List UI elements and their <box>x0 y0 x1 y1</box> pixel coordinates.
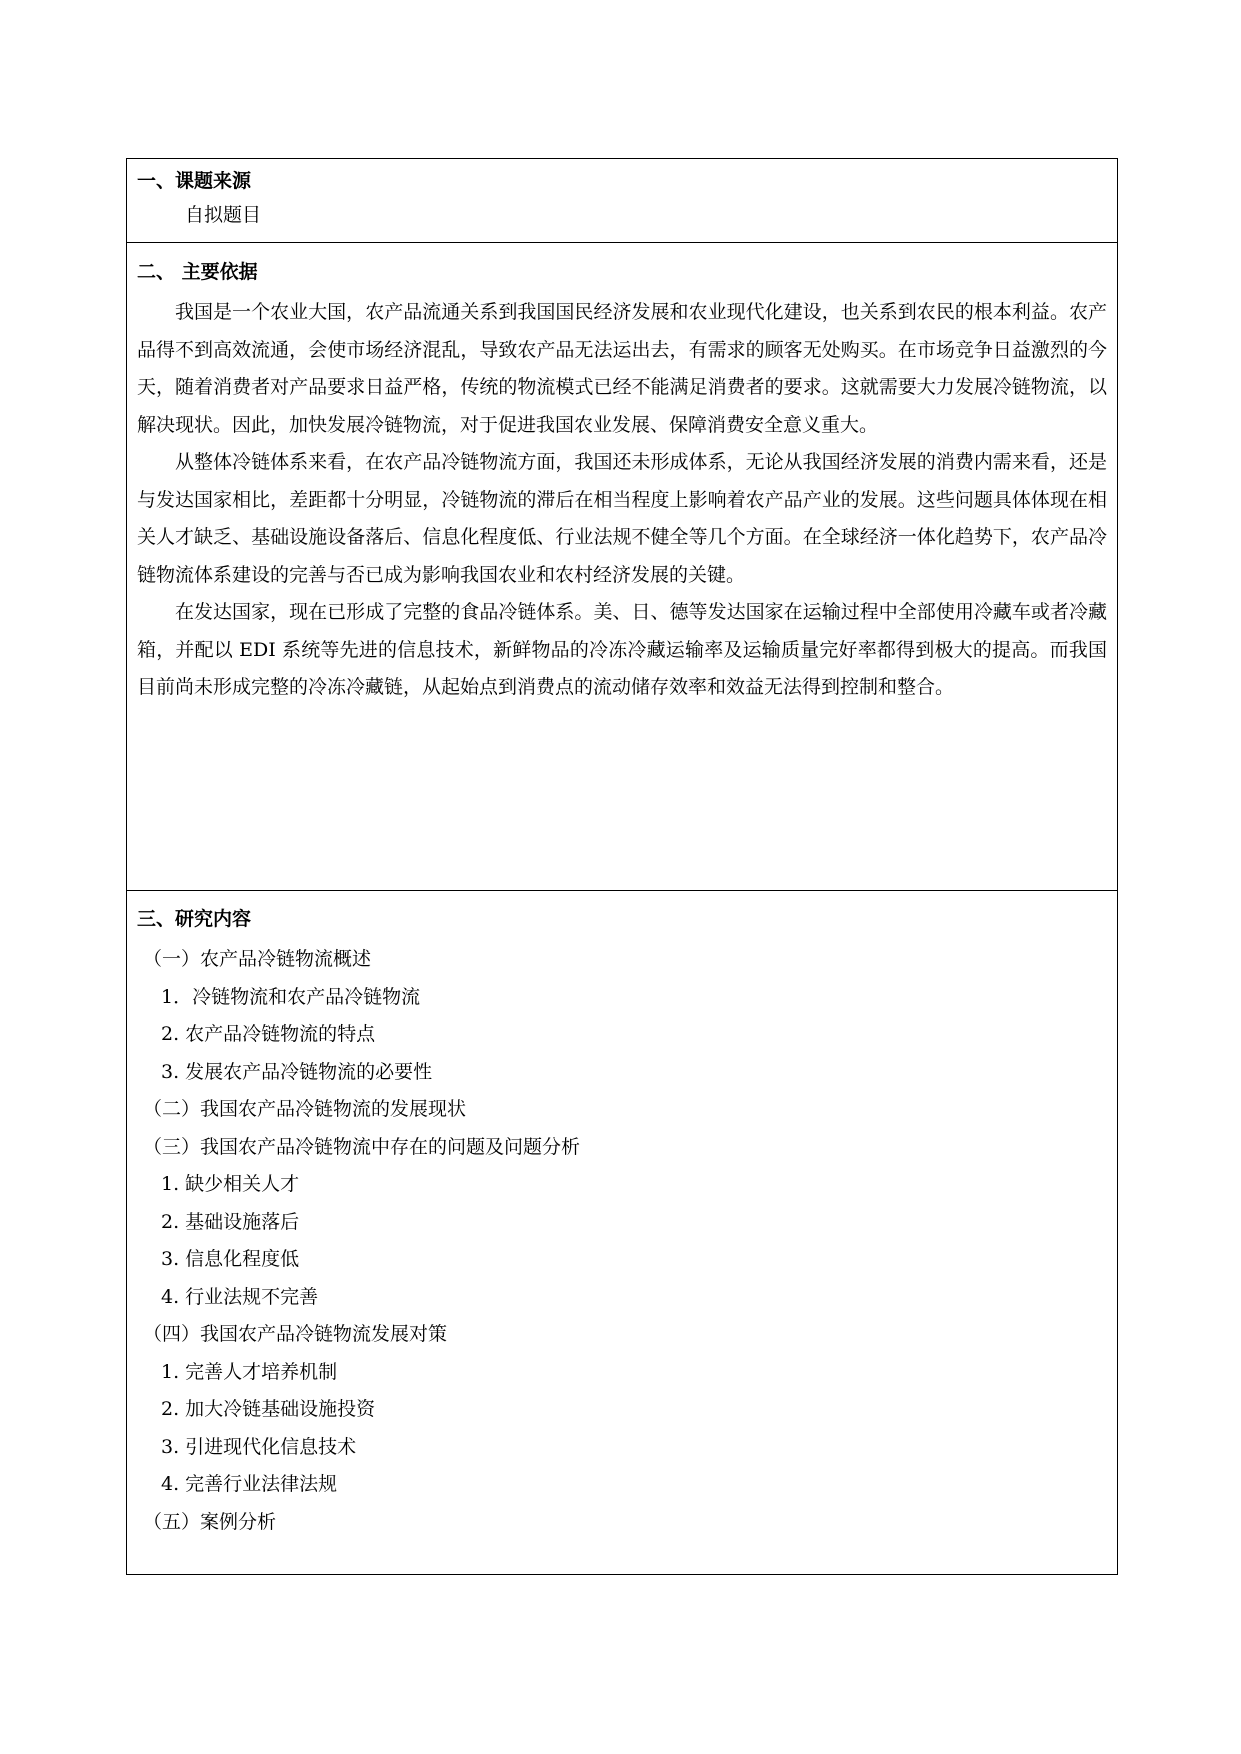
outline-subitem: 4. 完善行业法律法规 <box>161 1473 338 1495</box>
outline-chapter: （二）我国农产品冷链物流的发展现状 <box>143 1098 467 1120</box>
section-topic-source <box>127 159 1117 243</box>
section-heading: 三、研究内容 <box>137 908 252 930</box>
outline-subitem: 3. 引进现代化信息技术 <box>161 1435 357 1458</box>
outline-chapter: （四）我国农产品冷链物流发展对策 <box>143 1323 448 1345</box>
outline-subitem: 3. 信息化程度低 <box>161 1248 300 1270</box>
outline-subitem: 1. 缺少相关人才 <box>161 1173 300 1195</box>
section-heading: 二、 主要依据 <box>137 261 258 283</box>
research-outline <box>137 941 1107 1541</box>
outline-chapter: （五）案例分析 <box>143 1510 277 1533</box>
section-content: 自拟题目 <box>185 204 262 226</box>
outline-subitem: 1. 完善人才培养机制 <box>161 1360 338 1383</box>
outline-subitem: 2. 农产品冷链物流的特点 <box>161 1023 376 1045</box>
paragraph: 我国是一个农业大国，农产品流通关系到我国国民经济发展和农业现代化建设，也关系到农民的根本利益。农产品得不到高效流通，会使市场经济混乱，导致农产品无法运出去，有需求的顾客无处购买。在市场竞争日益激烈的今天，随着消费者对产品要求日益严格，传统的物流模式已经不能满足消费者的要求。这就需要大力发展冷链物流，以解决现状。因此，加快发展冷链物流，对于促进我国农业发展、保障消费安全意义重大。 <box>137 301 1107 436</box>
outline-subitem: 4. 行业法规不完善 <box>161 1285 319 1308</box>
outline-subitem: 2. 加大冷链基础设施投资 <box>161 1398 376 1420</box>
paragraph: 在发达国家，现在已形成了完整的食品冷链体系。美、日、德等发达国家在运输过程中全部使用冷藏车或者冷藏箱，并配以 EDI 系统等先进的信息技术，新鲜物品的冷冻冷藏运输率及运输质量完好率都得到极大的提高。而我国目前尚未形成完整的冷冻冷藏链，从起始点到消费点的流动储存效率和效益无法得到控制和整合。 <box>137 601 1107 698</box>
proposal-form-table <box>126 158 1118 1575</box>
section-main-basis <box>127 243 1117 891</box>
section-heading: 一、课题来源 <box>137 170 252 192</box>
outline-subitem: 3. 发展农产品冷链物流的必要性 <box>161 1060 433 1083</box>
outline-subitem: 1．冷链物流和农产品冷链物流 <box>161 985 421 1008</box>
paragraph: 从整体冷链体系来看，在农产品冷链物流方面，我国还未形成体系，无论从我国经济发展的消费内需来看，还是与发达国家相比，差距都十分明显，冷链物流的滞后在相当程度上影响着农产品产业的发展。这些问题具体体现在相关人才缺乏、基础设施设备落后、信息化程度低、行业法规不健全等几个方面。在全球经济一体化趋势下，农产品冷链物流体系建设的完善与否已成为影响我国农业和农村经济发展的关键。 <box>137 451 1107 586</box>
section-research-content <box>127 891 1117 1574</box>
outline-chapter: （一）农产品冷链物流概述 <box>143 948 372 970</box>
outline-subitem: 2. 基础设施落后 <box>161 1210 300 1233</box>
outline-chapter: （三）我国农产品冷链物流中存在的问题及问题分析 <box>143 1135 581 1158</box>
